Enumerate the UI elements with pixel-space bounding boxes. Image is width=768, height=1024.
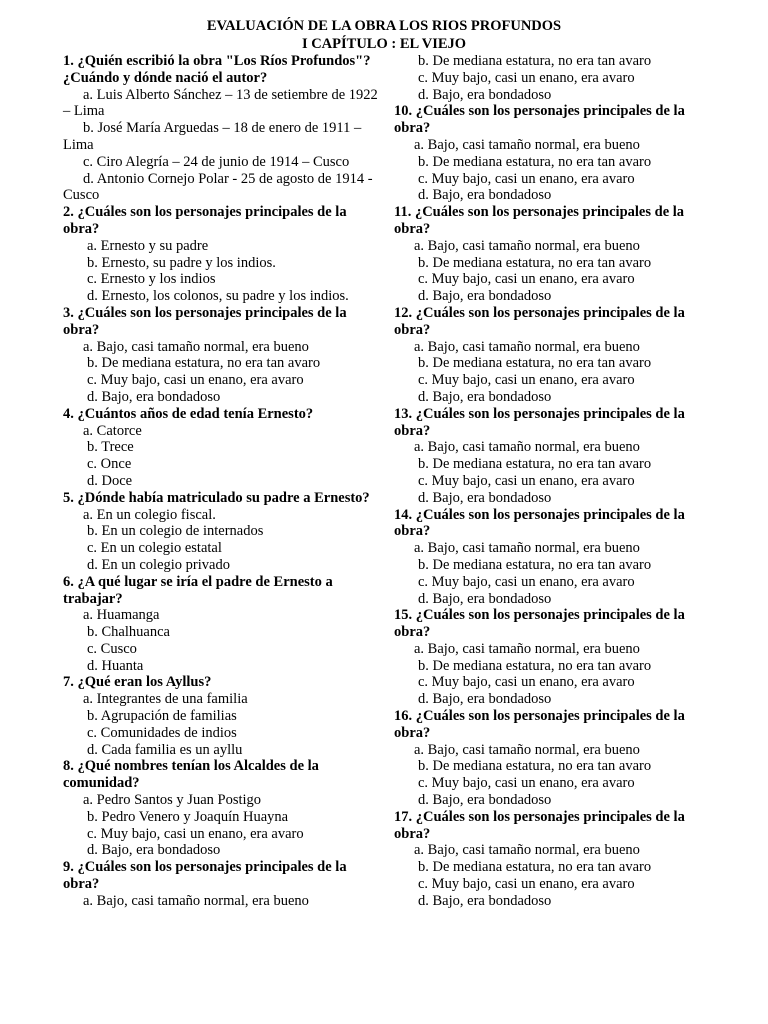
q17-option-a: a. Bajo, casi tamaño normal, era bueno xyxy=(414,842,640,859)
q17-option-b: b. De mediana estatura, no era tan avaro xyxy=(418,859,652,876)
q1-option-b: b. José María Arguedas – 18 de enero de 1911 – Lima xyxy=(63,120,362,153)
q13-option-b: b. De mediana estatura, no era tan avaro xyxy=(418,456,652,473)
question-9: 9. ¿Cuáles son los personajes principales de la obra? xyxy=(63,859,347,893)
q8-option-a: a. Pedro Santos y Juan Postigo xyxy=(83,792,262,809)
q11-option-d: d. Bajo, era bondadoso xyxy=(418,288,552,305)
question-4: 4. ¿Cuántos años de edad tenía Ernesto? xyxy=(63,405,314,422)
q5-option-d: d. En un colegio privado xyxy=(87,556,230,573)
q4-option-a: a. Catorce xyxy=(83,422,142,439)
q2-option-c: c. Ernesto y los indios xyxy=(87,271,216,288)
q14-option-a: a. Bajo, casi tamaño normal, era bueno xyxy=(414,540,640,557)
question-16: 16. ¿Cuáles son los personajes principales de la obra? xyxy=(394,708,685,741)
question-10: 10. ¿Cuáles son los personajes principales de la obra? xyxy=(394,103,685,137)
q5-option-b: b. En un colegio de internados xyxy=(87,523,264,540)
q6-option-b: b. Chalhuanca xyxy=(87,624,170,641)
q8-option-b: b. Pedro Venero y Joaquín Huayna xyxy=(87,808,289,825)
question-1: 1. ¿Quién escribió la obra "Los Ríos Profundos"? ¿Cuándo y dónde nació el autor? xyxy=(63,53,371,86)
left-column xyxy=(63,53,385,910)
q3-option-b: b. De mediana estatura, no era tan avaro xyxy=(87,355,321,372)
q17-option-c: c. Muy bajo, casi un enano, era avaro xyxy=(418,876,635,893)
q4-option-b: b. Trece xyxy=(87,439,134,456)
question-3: 3. ¿Cuáles son los personajes principales de la obra? xyxy=(63,304,347,338)
q10-option-c: c. Muy bajo, casi un enano, era avaro xyxy=(418,170,635,187)
q15-option-d: d. Bajo, era bondadoso xyxy=(418,691,552,708)
q2-option-a: a. Ernesto y su padre xyxy=(87,237,209,254)
q15-option-c: c. Muy bajo, casi un enano, era avaro xyxy=(418,674,635,691)
question-6: 6. ¿A qué lugar se iría el padre de Ernesto a trabajar? xyxy=(63,573,333,607)
q10-option-a: a. Bajo, casi tamaño normal, era bueno xyxy=(414,136,640,153)
question-2: 2. ¿Cuáles son los personajes principales de la obra? xyxy=(63,204,347,237)
q6-option-d: d. Huanta xyxy=(87,657,144,674)
chapter-title: I CAPÍTULO : EL VIEJO xyxy=(301,36,467,52)
question-14: 14. ¿Cuáles son los personajes principales de la obra? xyxy=(394,506,685,540)
q4-option-c: c. Once xyxy=(87,456,132,473)
q13-option-d: d. Bajo, era bondadoso xyxy=(418,489,552,506)
q12-option-d: d. Bajo, era bondadoso xyxy=(418,388,552,405)
q9-option-c: c. Muy bajo, casi un enano, era avaro xyxy=(418,69,635,86)
q7-option-b: b. Agrupación de familias xyxy=(87,708,237,725)
q14-option-b: b. De mediana estatura, no era tan avaro xyxy=(418,556,652,573)
q13-option-a: a. Bajo, casi tamaño normal, era bueno xyxy=(414,439,640,456)
q13-option-c: c. Muy bajo, casi un enano, era avaro xyxy=(418,472,635,489)
q9-option-d: d. Bajo, era bondadoso xyxy=(418,86,552,103)
q10-option-d: d. Bajo, era bondadoso xyxy=(418,187,552,204)
q9-option-b: b. De mediana estatura, no era tan avaro xyxy=(418,53,652,69)
q14-option-c: c. Muy bajo, casi un enano, era avaro xyxy=(418,573,635,590)
q7-option-a: a. Integrantes de una familia xyxy=(83,691,248,708)
question-13: 13. ¿Cuáles son los personajes principales de la obra? xyxy=(394,405,685,439)
q7-option-d: d. Cada familia es un ayllu xyxy=(87,741,243,758)
question-17: 17. ¿Cuáles son los personajes principales de la obra? xyxy=(394,808,685,842)
q3-option-d: d. Bajo, era bondadoso xyxy=(87,388,221,405)
q8-option-c: c. Muy bajo, casi un enano, era avaro xyxy=(87,825,304,842)
q15-option-a: a. Bajo, casi tamaño normal, era bueno xyxy=(414,640,640,657)
question-7: 7. ¿Qué eran los Ayllus? xyxy=(63,674,212,691)
q12-option-a: a. Bajo, casi tamaño normal, era bueno xyxy=(414,338,640,355)
q12-option-b: b. De mediana estatura, no era tan avaro xyxy=(418,355,652,372)
q10-option-b: b. De mediana estatura, no era tan avaro xyxy=(418,153,652,170)
q5-option-c: c. En un colegio estatal xyxy=(87,540,222,557)
q3-option-a: a. Bajo, casi tamaño normal, era bueno xyxy=(83,338,309,355)
question-5: 5. ¿Dónde había matriculado su padre a Ernesto? xyxy=(63,489,370,506)
q6-option-c: c. Cusco xyxy=(87,640,137,657)
q14-option-d: d. Bajo, era bondadoso xyxy=(418,590,552,607)
q1-option-a: a. Luis Alberto Sánchez – 13 de setiembre de 1922 – Lima xyxy=(63,86,378,120)
q15-option-b: b. De mediana estatura, no era tan avaro xyxy=(418,657,652,674)
question-12: 12. ¿Cuáles son los personajes principales de la obra? xyxy=(394,304,685,338)
q3-option-c: c. Muy bajo, casi un enano, era avaro xyxy=(87,372,304,389)
q9-option-a: a. Bajo, casi tamaño normal, era bueno xyxy=(83,892,309,909)
right-column xyxy=(394,53,712,910)
q11-option-b: b. De mediana estatura, no era tan avaro xyxy=(418,254,652,271)
q1-option-c: c. Ciro Alegría – 24 de junio de 1914 – Cusco xyxy=(83,153,350,170)
question-15: 15. ¿Cuáles son los personajes principales de la obra? xyxy=(394,607,685,641)
q5-option-a: a. En un colegio fiscal. xyxy=(83,506,216,523)
q16-option-d: d. Bajo, era bondadoso xyxy=(418,792,552,809)
q16-option-c: c. Muy bajo, casi un enano, era avaro xyxy=(418,775,635,792)
q2-option-d: d. Ernesto, los colonos, su padre y los indios. xyxy=(87,288,349,305)
q6-option-a: a. Huamanga xyxy=(83,607,160,624)
q11-option-c: c. Muy bajo, casi un enano, era avaro xyxy=(418,271,635,288)
q2-option-b: b. Ernesto, su padre y los indios. xyxy=(87,254,276,271)
q4-option-d: d. Doce xyxy=(87,472,133,489)
q1-option-d: d. Antonio Cornejo Polar - 25 de agosto de 1914 - Cusco xyxy=(63,170,373,204)
question-8: 8. ¿Qué nombres tenían los Alcaldes de la comunidad? xyxy=(63,758,319,792)
q16-option-b: b. De mediana estatura, no era tan avaro xyxy=(418,758,652,775)
q7-option-c: c. Comunidades de indios xyxy=(87,724,237,741)
question-11: 11. ¿Cuáles son los personajes principales de la obra? xyxy=(394,204,685,237)
q12-option-c: c. Muy bajo, casi un enano, era avaro xyxy=(418,372,635,389)
document-title: EVALUACIÓN DE LA OBRA LOS RIOS PROFUNDOS xyxy=(206,18,562,34)
q11-option-a: a. Bajo, casi tamaño normal, era bueno xyxy=(414,237,640,254)
q17-option-d: d. Bajo, era bondadoso xyxy=(418,892,552,909)
q8-option-d: d. Bajo, era bondadoso xyxy=(87,842,221,859)
q16-option-a: a. Bajo, casi tamaño normal, era bueno xyxy=(414,741,640,758)
